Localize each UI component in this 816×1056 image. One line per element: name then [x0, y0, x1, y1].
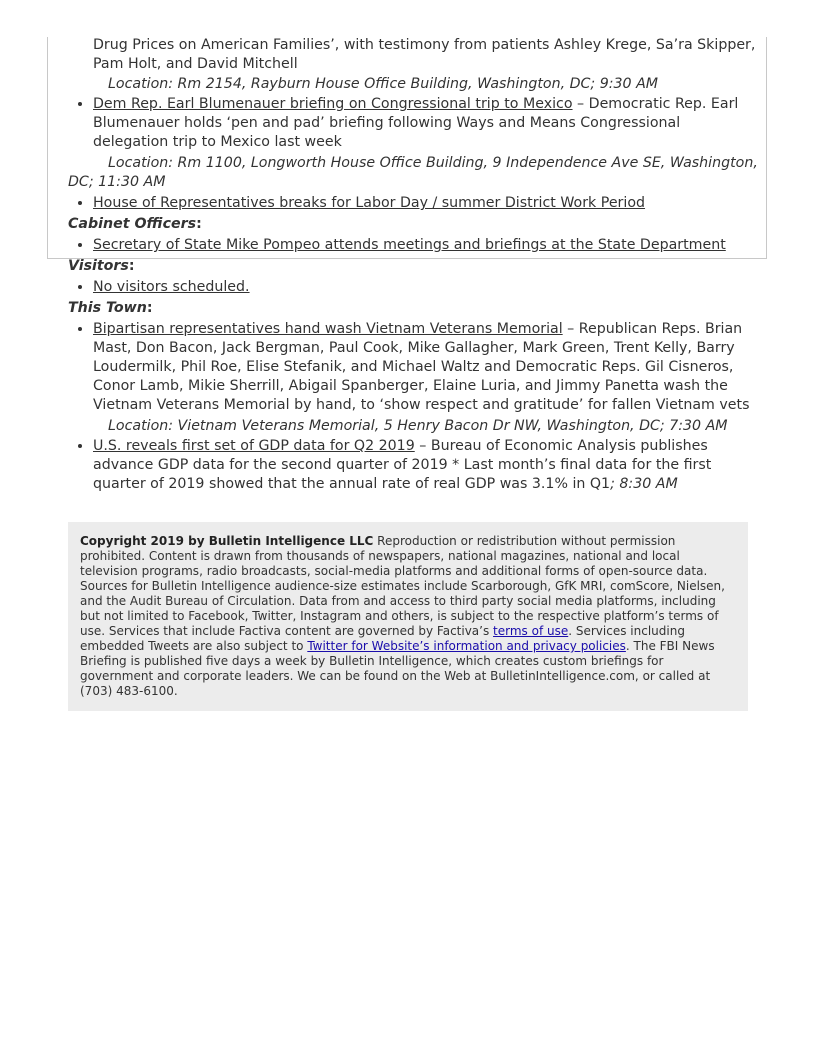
- copyright-notice: Copyright 2019 by Bulletin Intelligence LLC Reproduction or redistribution without permission prohibited. Content is drawn from thousands of newspapers, national magazines, national and local television programs, radio broadcasts, social-media platforms and additional forms of open-source data. Sources for Bulletin Intelligence audience-size estimates include Scarborough, GfK MRI, comScore, Nielsen, and the Audit Bureau of Circulation. Data from and access to third party social media platforms, including but not limited to Facebook, Twitter, Instagram and others, is subject to the respective platform’s terms of use. Services that include Factiva content are governed by Factiva’s terms of use. Services including embedded Tweets are also subject to Twitter for Website’s information and privacy policies. The FBI News Briefing is published five days a week by Bulletin Intelligence, which creates custom briefings for government and corporate leaders. We can be found on the Web at BulletinIntelligence.com, or called at (703) 483-6100.: [68, 522, 748, 711]
- copyright-title: Copyright 2019 by Bulletin Intelligence LLC: [80, 534, 374, 548]
- briefing-document: [68, 36, 758, 494]
- event-link[interactable]: U.S. reveals first set of GDP data for Q2 2019: [93, 438, 415, 454]
- visitors-list: [68, 278, 758, 297]
- event-description: – Bureau of Economic Analysis publishes advance GDP data for the second quarter of 2019 * Last month’s final data for the first quarter of 2019 showed that the annual rate of real GDP was 3.1% in Q1: [93, 438, 712, 492]
- event-link[interactable]: No visitors scheduled.: [93, 279, 250, 295]
- continued-item-text: Drug Prices on American Families’, with testimony from patients Ashley Krege, Sa’ra Skipper, Pam Holt, and David Mitchell: [93, 37, 756, 72]
- list-item: [93, 95, 758, 152]
- list-item: [93, 236, 758, 255]
- event-time: ; 8:30 AM: [610, 476, 678, 492]
- twitter-policy-link[interactable]: Twitter for Website’s information and privacy policies: [307, 639, 626, 653]
- list-item: [93, 194, 758, 213]
- house-list: [68, 95, 758, 152]
- terms-of-use-link[interactable]: terms of use: [493, 624, 569, 638]
- event-link[interactable]: Secretary of State Mike Pompeo attends meetings and briefings at the State Department: [93, 237, 726, 253]
- section-heading-cabinet: Cabinet Officers:: [68, 216, 202, 232]
- event-link[interactable]: Dem Rep. Earl Blumenauer briefing on Congressional trip to Mexico: [93, 96, 573, 112]
- cabinet-list: [68, 236, 758, 255]
- section-heading-visitors: Visitors:: [68, 258, 135, 274]
- event-link[interactable]: Bipartisan representatives hand wash Vietnam Veterans Memorial: [93, 321, 563, 337]
- item-location: Location: Rm 2154, Rayburn House Office Building, Washington, DC; 9:30 AM: [108, 76, 659, 92]
- list-item: [93, 278, 758, 297]
- event-description: – Democratic Rep. Earl Blumenauer holds ‘pen and pad’ briefing following Ways and Means Congressional delegation trip to Mexico last week: [93, 96, 739, 150]
- town-list: [68, 320, 758, 415]
- town-list-continued: [68, 437, 758, 494]
- list-item: [93, 320, 758, 415]
- event-description: – Republican Reps. Brian Mast, Don Bacon, Jack Bergman, Paul Cook, Mike Gallagher, Mark Green, Trent Kelly, Barry Loudermilk, Phil Roe, Elise Stefanik, and Michael Waltz and Democratic Reps. Gil Cisneros, Conor Lamb, Mikie Sherrill, Abigail Spanberger, Elaine Luria, and Jimmy Panetta wash the Vietnam Veterans Memorial by hand, to ‘show respect and gratitude’ for fallen Vietnam vets: [93, 321, 750, 413]
- list-item: [93, 437, 758, 494]
- item-location: Location: Rm 1100, Longworth House Office Building, 9 Independence Ave SE, Washington, DC; 11:30 AM: [68, 155, 758, 190]
- section-heading-this-town: This Town:: [68, 300, 153, 316]
- item-location: Location: Vietnam Veterans Memorial, 5 Henry Bacon Dr NW, Washington, DC; 7:30 AM: [108, 418, 728, 434]
- house-list-continued: [68, 194, 758, 213]
- event-link[interactable]: House of Representatives breaks for Labor Day / summer District Work Period: [93, 195, 646, 211]
